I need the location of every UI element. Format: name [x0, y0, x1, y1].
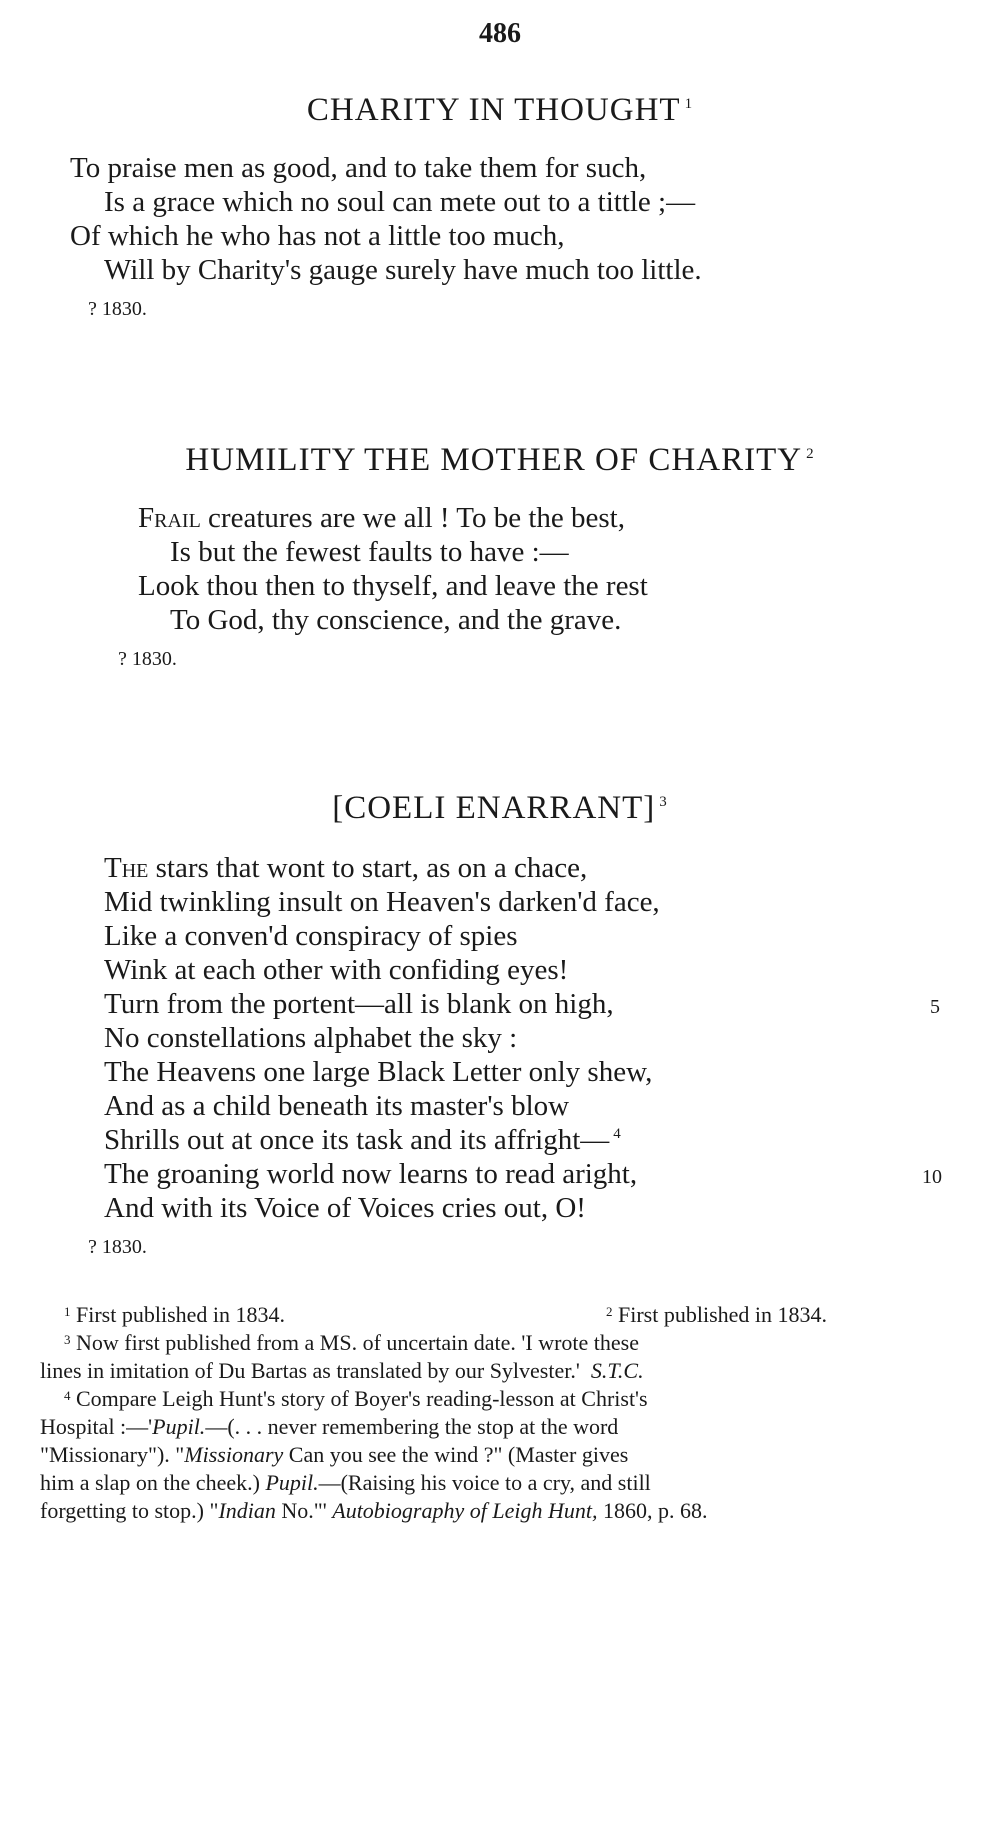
footnote-text: 1860, p. 68. — [597, 1498, 708, 1523]
poem-line-text: stars that wont to start, as on a chace, — [148, 852, 588, 884]
poem-title-humility — [0, 442, 1000, 479]
footnote-4-line-4 — [40, 1470, 651, 1496]
poem-title-text: CHARITY IN THOUGHT — [306, 92, 681, 128]
small-caps-word: The — [104, 852, 149, 884]
poem-line: Look thou then to thyself, and leave the rest — [138, 570, 648, 602]
poem-line: Of which he who has not a little too much, — [70, 220, 565, 252]
footnote-4-line-3 — [40, 1442, 628, 1468]
footnote-2 — [606, 1302, 827, 1328]
footnote-text: lines in imitation of Du Bartas as translated by our Sylvester.' — [40, 1358, 580, 1383]
poem-title-text: HUMILITY THE MOTHER OF CHARITY — [185, 442, 803, 478]
footnote-4-line-1 — [64, 1386, 648, 1412]
footnote-text: him a slap on the cheek.) — [40, 1470, 266, 1495]
poem-line: And with its Voice of Voices cries out, O! — [104, 1192, 586, 1224]
footnote-3-line-1 — [64, 1330, 639, 1356]
footnote-3-line-2 — [40, 1358, 644, 1384]
footnote-italic: Autobiography of Leigh Hunt, — [332, 1498, 598, 1523]
poem-line-text: Shrills out at once its task and its affright— — [104, 1124, 610, 1156]
poem-line: Like a conven'd conspiracy of spies — [104, 920, 518, 952]
footnote-attribution: S.T.C. — [590, 1358, 644, 1383]
footnote-text: First published in 1834. — [612, 1302, 828, 1327]
footnote-ref-4: 4 — [613, 1126, 621, 1142]
poem-line: Mid twinkling insult on Heaven's darken'd face, — [104, 886, 660, 918]
footnote-italic: Missionary — [184, 1442, 284, 1467]
poem-title-coeli-enarrant — [0, 790, 1000, 827]
footnote-text: forgetting to stop.) " — [40, 1498, 219, 1523]
footnote-ref-3: 3 — [659, 794, 668, 810]
poem-line: To God, thy conscience, and the grave. — [170, 604, 622, 636]
footnote-4-line-5 — [40, 1498, 707, 1524]
poem-line: The Heavens one large Black Letter only shew, — [104, 1056, 653, 1088]
poem-line: No constellations alphabet the sky : — [104, 1022, 518, 1054]
poem-line: Turn from the portent—all is blank on high, — [104, 988, 614, 1020]
poem-date: ? 1830. — [118, 648, 177, 670]
poem-line-text: creatures are we all ! To be the best, — [200, 502, 625, 534]
footnote-italic: Pupil. — [265, 1470, 319, 1495]
footnote-text: No."' — [275, 1498, 333, 1523]
footnote-mark: 4 — [64, 1388, 71, 1403]
footnote-mark: 3 — [64, 1332, 71, 1347]
footnote-italic: Pupil. — [152, 1414, 206, 1439]
small-caps-word: Frail — [138, 502, 201, 534]
poem-line: Is but the fewest faults to have :— — [170, 536, 569, 568]
footnote-mark: 1 — [64, 1304, 71, 1319]
poem-line — [104, 852, 587, 885]
poem-date: ? 1830. — [88, 1236, 147, 1258]
footnote-text: Hospital :—' — [40, 1414, 153, 1439]
footnote-4-line-2 — [40, 1414, 618, 1440]
poem-line: To praise men as good, and to take them for such, — [70, 152, 647, 184]
footnote-ref-1: 1 — [684, 96, 694, 112]
poem-line: And as a child beneath its master's blow — [104, 1090, 570, 1122]
line-number: 5 — [930, 996, 940, 1018]
footnote-text: "Missionary"). " — [40, 1442, 185, 1467]
poem-title-charity-in-thought — [0, 92, 1000, 129]
footnote-text: Now first published from a MS. of uncertain date. 'I wrote these — [70, 1330, 639, 1355]
poem-line — [138, 502, 625, 535]
footnote-1 — [64, 1302, 285, 1328]
footnote-text: Can you see the wind ?" (Master gives — [283, 1442, 629, 1467]
poem-date: ? 1830. — [88, 298, 147, 320]
poem-line: Is a grace which no soul can mete out to a tittle ;— — [104, 186, 696, 218]
footnote-text: Compare Leigh Hunt's story of Boyer's reading-lesson at Christ's — [70, 1386, 648, 1411]
footnote-text: —(Raising his voice to a cry, and still — [318, 1470, 651, 1495]
page-number: 486 — [479, 18, 521, 49]
footnote-ref-2: 2 — [806, 446, 815, 462]
footnote-italic: Indian — [218, 1498, 276, 1523]
poem-line: Wink at each other with confiding eyes! — [104, 954, 569, 986]
footnote-mark: 2 — [606, 1304, 613, 1319]
line-number: 10 — [922, 1166, 942, 1188]
poem-line — [104, 1124, 621, 1157]
poem-title-text: [COELI ENARRANT] — [332, 790, 656, 826]
footnote-text: —(. . . never remembering the stop at the word — [205, 1414, 619, 1439]
footnote-text: First published in 1834. — [70, 1302, 286, 1327]
poem-line: The groaning world now learns to read aright, — [104, 1158, 638, 1190]
poem-line: Will by Charity's gauge surely have much too little. — [104, 254, 702, 286]
